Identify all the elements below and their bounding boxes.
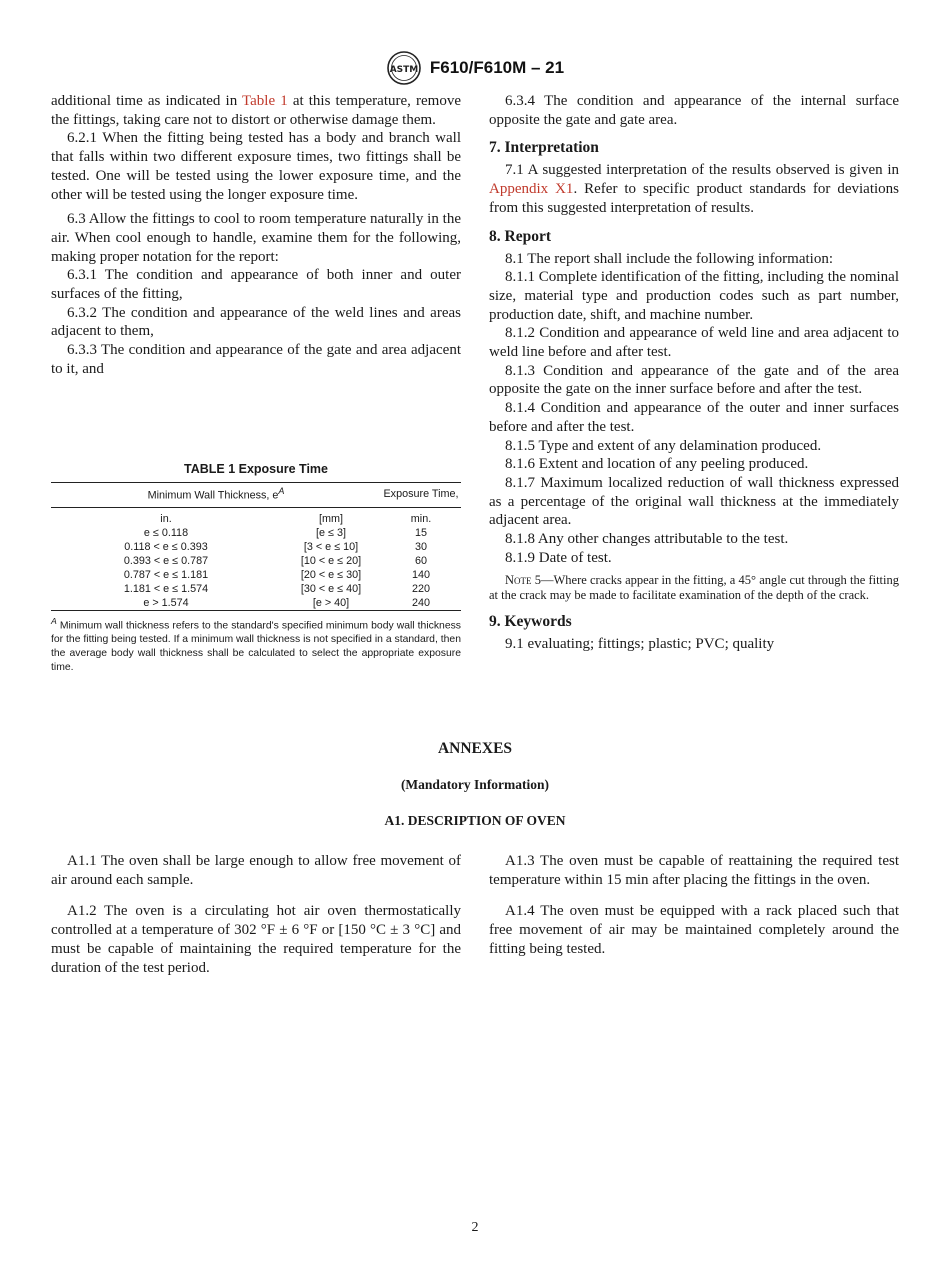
paragraph-8-1: 8.1 The report shall include the following information:: [505, 250, 833, 267]
paragraph-8-1-2: 8.1.2 Condition and appearance of weld line and area adjacent to weld line before and after test.: [489, 325, 899, 361]
paragraph-8-1-9: 8.1.9 Date of test.: [505, 549, 612, 566]
left-column: [51, 92, 461, 379]
paragraph-6-3-2: 6.3.2 The condition and appearance of the weld lines and areas adjacent to them,: [51, 304, 461, 340]
paragraph-a1-1: A1.1 The oven shall be large enough to allow free movement of air around each sample.: [51, 853, 461, 888]
paragraph-6-2-continued: additional time as indicated in Table 1 at this temperature, remove the fittings, taking care not to distort or otherwise damage them.: [51, 93, 461, 128]
table-header-wall-thickness: Minimum Wall Thickness, $e^A$: [51, 483, 381, 508]
logo-lettering: ASTM: [389, 65, 419, 75]
paragraph-8-1-3: 8.1.3 Condition and appearance of the gate and of the area opposite the gate on the inner surface before and after the test.: [489, 362, 899, 398]
paragraph-a1-3: A1.3 The oven must be capable of reattaining the required test temperature within 15 min after placing the fittings in the oven.: [489, 853, 899, 888]
astm-logo-icon: [386, 50, 422, 86]
exposure-time-table: [51, 462, 461, 675]
appendix-x1-link[interactable]: Appendix X1: [489, 181, 574, 198]
annex-a1-heading: A1. DESCRIPTION OF OVEN: [384, 813, 566, 828]
section-heading-report: 8. Report: [489, 227, 551, 245]
section-heading-keywords: 9. Keywords: [489, 613, 572, 631]
table-1-link[interactable]: Table 1: [242, 93, 288, 109]
paragraph-a1-4: A1.4 The oven must be equipped with a rack placed such that free movement of air may be maintained completely around the fitting being tested.: [489, 903, 899, 957]
paragraph-6-3: 6.3 Allow the fittings to cool to room temperature naturally in the air. When cool enough to handle, examine them for the following, making proper notation for the report:: [51, 211, 461, 265]
paragraph-7-1: 7.1 A suggested interpretation of the results observed is given in Appendix X1. Refer to specific product standards for deviations from this suggested interpretation of results.: [489, 162, 899, 216]
paragraph-8-1-7: 8.1.7 Maximum localized reduction of wall thickness expressed as a percentage of the original wall thickness at the immediately adjacent area.: [489, 474, 899, 529]
paragraph-9-1: 9.1 evaluating; fittings; plastic; PVC; quality: [505, 636, 775, 653]
annex-right-column: [489, 852, 899, 959]
note-5: Note 5—Where cracks appear in the fitting, a 45° angle cut through the fitting at the crack may be made to facilitate examination of the depth of the crack.: [489, 573, 899, 603]
table-header-exposure-time: Exposure Time,: [381, 483, 461, 508]
page-number: 2: [471, 1220, 479, 1235]
annex-left-column: [51, 852, 461, 977]
table-row: 0.787 < e ≤ 1.181 [20 < e ≤ 30] 140: [123, 568, 430, 581]
paragraph-8-1-6: 8.1.6 Extent and location of any peeling produced.: [505, 456, 809, 473]
right-column: [489, 92, 899, 654]
table-row: 1.181 < e ≤ 1.574 [30 < e ≤ 40] 220: [123, 582, 430, 595]
table-row: e ≤ 0.118 [e ≤ 3] 15: [143, 526, 427, 539]
section-heading-interpretation: 7. Interpretation: [489, 139, 599, 157]
paragraph-8-1-4: 8.1.4 Condition and appearance of the outer and inner surfaces before and after the test.: [489, 400, 899, 435]
document-id: F610/F610M – 21: [429, 58, 565, 77]
paragraph-6-3-4: 6.3.4 The condition and appearance of the internal surface opposite the gate and gate area.: [489, 93, 899, 128]
table-footnote: $^A$ Minimum wall thickness refers to the standard's specified minimum body wall thickness for the fitting being tested. If a minimum wall thickness is not specified in a standard, then the average body wall thickness shall be calculated to select the appropriate exposure time.: [51, 615, 461, 674]
paragraph-a1-2: A1.2 The oven is a circulating hot air oven thermostatically controlled at a temperature of 302 °F ± 6 °F or [150 °C ± 3 °C] and must be capable of maintaining the required temperature for the duration of the test period.: [51, 903, 461, 976]
table-row: 0.118 < e ≤ 0.393 [3 < e ≤ 10] 30: [124, 540, 427, 553]
paragraph-8-1-5: 8.1.5 Type and extent of any delamination produced.: [505, 437, 822, 454]
table-row: e > 1.574 [e > 40] 240: [51, 596, 461, 611]
paragraph-8-1-1: 8.1.1 Complete identification of the fitting, including the nominal size, material type and production codes such as part number, production date, shift, and machine number.: [489, 269, 899, 323]
table-units-row: in. [mm] min.: [160, 512, 432, 525]
paragraph-6-3-3: 6.3.3 The condition and appearance of the gate and area adjacent to it, and: [51, 342, 461, 377]
table-title: TABLE 1 Exposure Time: [183, 462, 329, 476]
table-row: 0.393 < e ≤ 0.787 [10 < e ≤ 20] 60: [123, 554, 427, 567]
paragraph-8-1-8: 8.1.8 Any other changes attributable to the test.: [505, 531, 789, 548]
page-header: [0, 50, 950, 86]
annexes-heading: ANNEXES: [437, 740, 513, 757]
paragraph-6-2-1: 6.2.1 When the fitting being tested has a body and branch wall that falls within two different exposure times, two fittings shall be tested. One will be tested using the lower exposure time, and the other will be tested using the longer exposure time.: [51, 130, 461, 203]
paragraph-6-3-1: 6.3.1 The condition and appearance of both inner and outer surfaces of the fitting,: [51, 267, 461, 303]
annexes-subheading: (Mandatory Information): [400, 777, 550, 792]
